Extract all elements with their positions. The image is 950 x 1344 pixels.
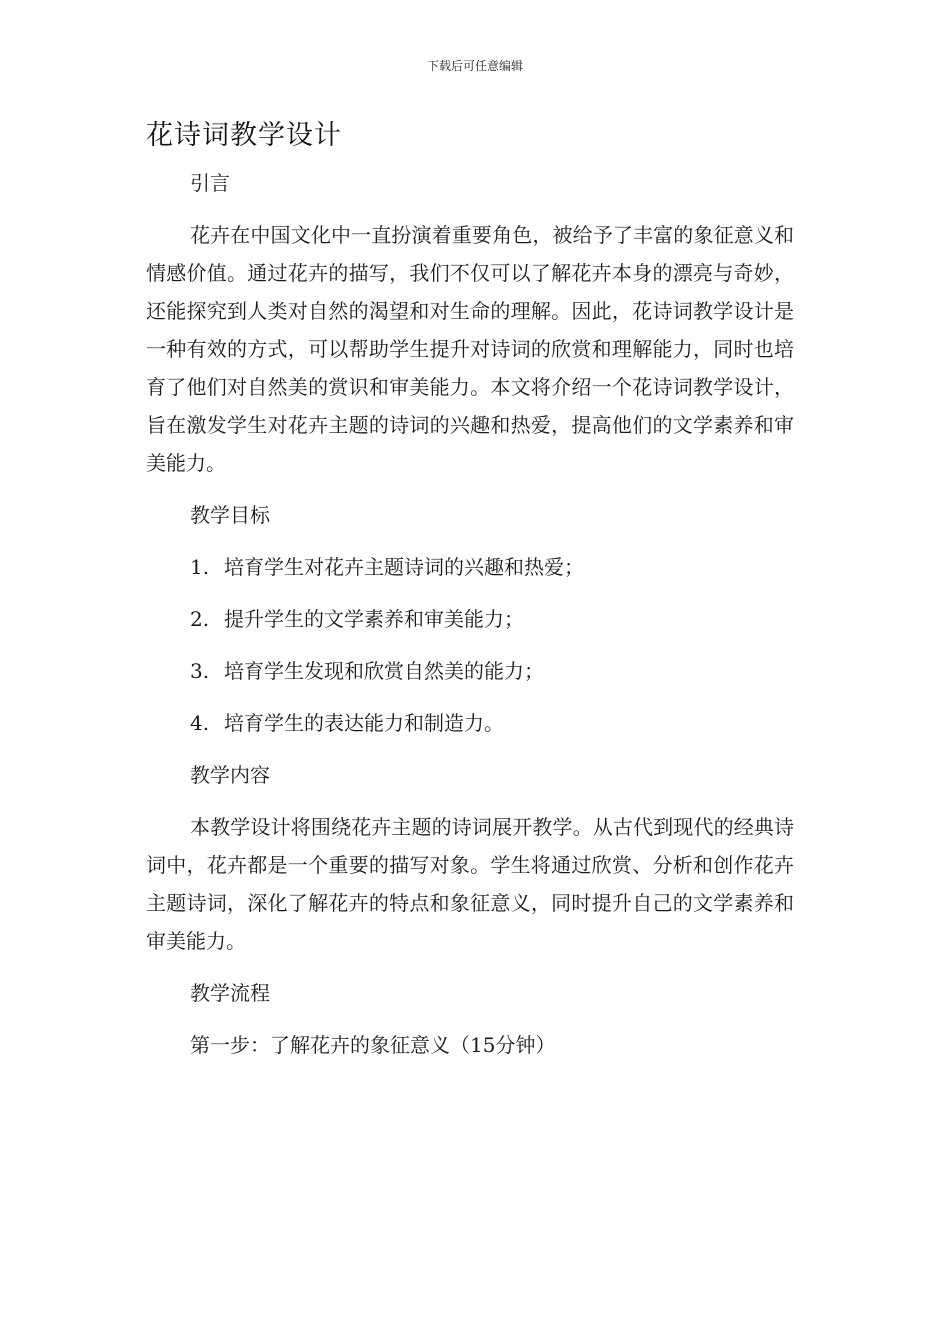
list-item-number: 1. (190, 555, 210, 579)
list-item-number: 3. (190, 659, 210, 683)
content-heading: 教学内容 (190, 763, 270, 787)
list-item (146, 704, 794, 742)
page-header: 下载后可任意编辑 (426, 59, 523, 73)
list-item (146, 548, 794, 586)
goals-heading: 教学目标 (190, 503, 270, 527)
document-body (146, 164, 794, 1078)
list-item-text: 培育学生的表达能力和制造力。 (224, 711, 504, 735)
intro-paragraph: 花卉在中国文化中一直扮演着重要角色，被给予了丰富的象征意义和情感价值。通过花卉的描写，我们不仅可以了解花卉本身的漂亮与奇妙，还能探究到人类对自然的渴望和对生命的理解。因此，花诗词教学设计是一种有效的方式，可以帮助学生提升对诗词的欣赏和理解能力，同时也培育了他们对自然美的赏识和审美能力。本文将介绍一个花诗词教学设计，旨在激发学生对花卉主题的诗词的兴趣和热爱，提高他们的文学素养和审美能力。 (146, 223, 794, 475)
list-item-text: 提升学生的文学素养和审美能力； (224, 607, 524, 631)
list-item-number: 4. (190, 711, 210, 735)
process-heading: 教学流程 (190, 981, 270, 1005)
list-item-text: 培育学生对花卉主题诗词的兴趣和热爱； (224, 555, 584, 579)
content-paragraph: 本教学设计将围绕花卉主题的诗词展开教学。从古代到现代的经典诗词中，花卉都是一个重要的描写对象。学生将通过欣赏、分析和创作花卉主题诗词，深化了解花卉的特点和象征意义，同时提升自己的文学素养和审美能力。 (146, 815, 794, 953)
list-item (146, 600, 794, 638)
process-step-1: 第一步：了解花卉的象征意义（15分钟） (190, 1033, 556, 1057)
goals-list (146, 548, 794, 742)
intro-heading: 引言 (190, 171, 230, 195)
document-title: 花诗词教学设计 (146, 120, 342, 151)
list-item-text: 培育学生发现和欣赏自然美的能力； (224, 659, 544, 683)
list-item-number: 2. (190, 607, 210, 631)
list-item (146, 652, 794, 690)
